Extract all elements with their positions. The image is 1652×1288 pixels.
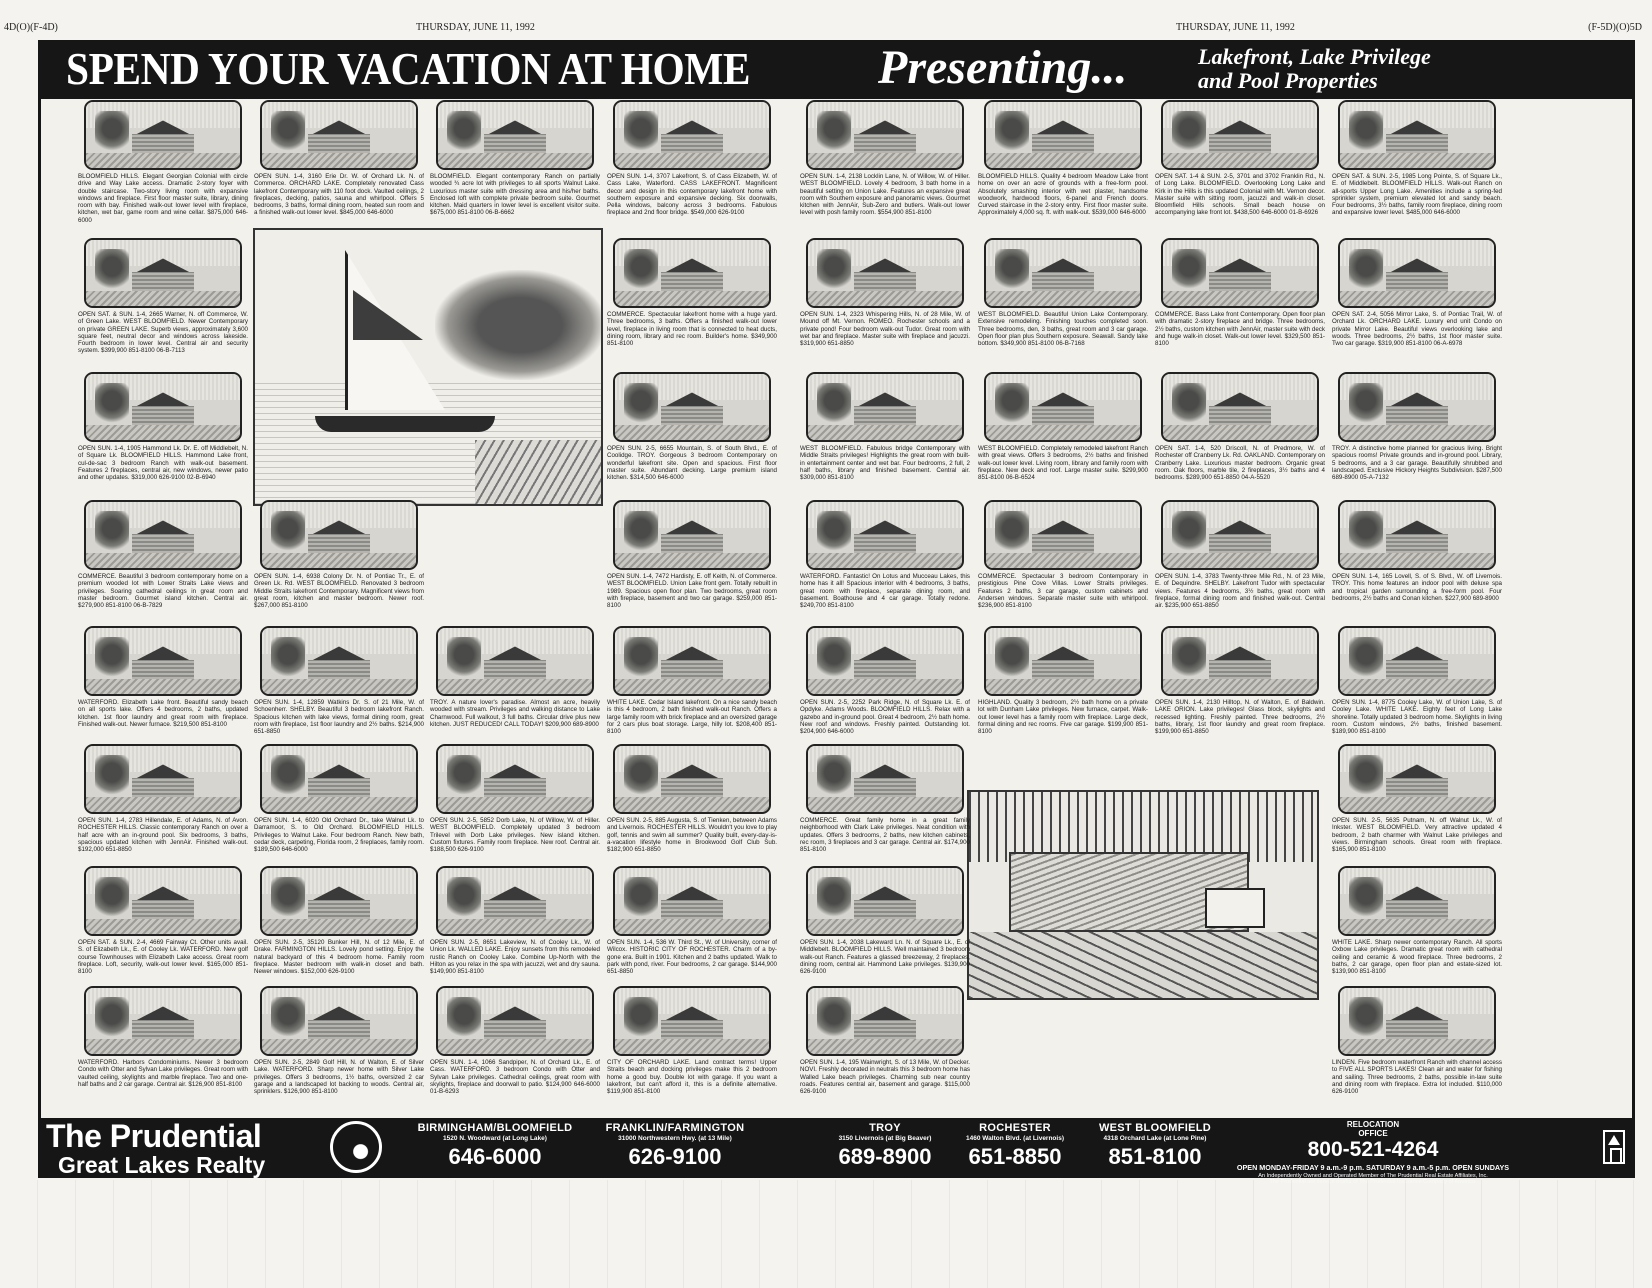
listing-card — [1332, 372, 1502, 481]
listing-card — [607, 626, 777, 735]
relocation-label: RELOCATION — [1346, 1120, 1400, 1129]
listing-text: BLOOMFIELD HILLS. Quality 4 bedroom Meadow Lake front home on over an acre of grounds with a free-form pool. Absolutely smashing interior with wet plaster, handsome woodwork, hardwood floors, 6-panel and French doors. Curved staircase in the 2-story entry. First floor master suite. Approximately 4,000 sq. ft. with walk-out. $539,000 646-6000 — [978, 173, 1148, 217]
listing-text: OPEN SUN. 1-4, 1066 Sandpiper, N. of Orchard Lk., E. of Cass. WATERFORD. 3 bedroom Condo with Otter and Sylvan Lake privileges. Cathedral ceilings, great room with skylights, fireplace and doorwall to patio. $124,900 646-6000 01-B-6293 — [430, 1059, 600, 1096]
house-photo — [260, 100, 418, 170]
listing-card — [254, 744, 424, 853]
listing-card — [1332, 866, 1502, 975]
house-photo — [806, 100, 964, 170]
listing-card — [1332, 744, 1502, 853]
listing-card — [800, 100, 970, 217]
listing-card — [254, 100, 424, 217]
house-photo — [260, 500, 418, 570]
house-photo — [806, 500, 964, 570]
office-franklin — [590, 1122, 760, 1170]
listing-text: OPEN SUN. 2-5, 5852 Dorb Lake, N. of Willow, W. of Hiller. WEST BLOOMFIELD. Completely updated 3 bedroom Trilevel with Dorb Lake privileges. New island kitchen. Custom fixtures. Family room fireplace. New roof. Central air. $188,500 626-9100 — [430, 817, 600, 854]
listing-card — [607, 986, 777, 1095]
house-photo — [84, 238, 242, 308]
listing-card — [978, 372, 1148, 481]
office-phone: 626-9100 — [628, 1144, 722, 1169]
listing-text: OPEN SUN. 1-4, 2783 Hillendale, E. of Adams, N. of Avon. ROCHESTER HILLS. Classic contemporary Ranch on over a half acre with an in-ground pool. Six bedrooms, 3 baths, spacious updated kitchen with JennAir. Finished walk-out. $192,000 651-8850 — [78, 817, 248, 854]
listing-text: BLOOMFIELD HILLS. Elegant Georgian Colonial with circle drive and Way Lake access. Dramatic 2-story foyer with double staircase. Two-story living room with expansive windows and fireplace. First floor master suite, library, dining room with bay. Finished walk-out lower level with fireplace, kitchen, wet bar, game room and wine cellar. $875,000 646-6000 — [78, 173, 248, 224]
listing-text: OPEN SUN. 1-4, 6020 Old Orchard Dr., take Walnut Lk. to Darramoor, S. to Old Orchard. BLOOMFIELD HILLS. Privileges to Walnut Lake. Four bedroom Ranch. New bath, cedar deck, carpeting, Florida room, 2 fireplaces, family room. $189,500 646-6000 — [254, 817, 424, 854]
listing-text: OPEN SUN. 1-4, 2138 Locklin Lane, N. of Willow, W. of Hiller. WEST BLOOMFIELD. Lovely 4 bedroom, 3 bath home in a beautiful setting on Union Lake. Features an expansive great room with Southern exposure and panoramic views. Gourmet kitchen with JennAir, Sub-Zero and butlers. Walk-out lower level with posh family room. $554,900 851-8100 — [800, 173, 970, 217]
house-photo — [1338, 500, 1496, 570]
listing-card — [1155, 372, 1325, 481]
house-photo — [1338, 744, 1496, 814]
listing-text: OPEN SUN. 1-4, 536 W. Third St., W. of University, corner of Wilcox. HISTORIC CITY OF ROCHESTER. Charm of a by-gone era. Built in 1901. Kitchen and 2 baths updated. Walk to park with pond, river. Four bedrooms, 2 car garage. $144,900 651-8850 — [607, 939, 777, 976]
office-address: 1460 Walton Blvd. (at Livernois) — [965, 1135, 1064, 1142]
listing-text: WEST BLOOMFIELD. Completely remodeled lakefront Ranch with great views. Offers 3 bedrooms, 2½ baths and finished walk-out lower level. Living room, library and family room with fireplace. New deck and roof. Large master suite. $299,900 851-8100 06-B-6524 — [978, 445, 1148, 482]
listing-text: OPEN SAT. 1-4 & SUN. 2-5, 3701 and 3702 Franklin Rd., N. of Long Lake. BLOOMFIELD. Overlooking Long Lake and Kirk in the Hills is this updated Colonial with Mt. Vernon decor. Master suite with sitting room, jacuzzi and walk-in closet. Bloomfield Hills schools. Small beach house on accompanying lake front lot. $438,500 646-6000 01-B-6926 — [1155, 173, 1325, 217]
listing-text: TROY. A distinctive home planned for gracious living. Bright spacious rooms! Private grounds and in-ground pool. Library, 5 bedrooms, and a 3 car garage. Beautifully shrubbed and landscaped. Exclusive Hickory Heights Subdivision. $287,500 689-8900 05-A-7132 — [1332, 445, 1502, 482]
house-photo — [1161, 500, 1319, 570]
house-photo — [984, 500, 1142, 570]
listing-card — [430, 626, 600, 728]
listing-text: COMMERCE. Bass Lake front Contemporary. Open floor plan with dramatic 2-story fireplace and bridge. Three bedrooms, 2½ baths, custom kitchen with JennAir, master suite with deck and huge walk-in closet. Walk-out lower level. $329,500 851-8100 — [1155, 311, 1325, 348]
listing-card — [978, 626, 1148, 735]
listing-card — [1155, 626, 1325, 735]
listing-text: OPEN SUN. 1-4, 1905 Hammond Lk. Dr. E. off Middlebelt, N. of Square Lk. BLOOMFIELD HILLS. Hammond Lake front, cul-de-sac 3 bedroom Ranch with walk-out basement. Features 2 fireplaces, central air, new windows, newer patio and other updates. $319,000 626-9100 02-B-6940 — [78, 445, 248, 482]
house-photo — [613, 866, 771, 936]
listing-text: OPEN SUN. 1-4, 3160 Erie Dr. W. of Orchard Lk. N. of Commerce. ORCHARD LAKE. Completely renovated Cass lakefront Contemporary with 110 foot dock. Vaulted ceilings, 2 fireplaces, decking, patios, sauna and whirlpool. Offers 5 bedrooms, 3 baths, formal dining room, heated sun room and a finished walk-out lower level. $845,000 646-6000 — [254, 173, 424, 217]
brand-subname: Great Lakes Realty — [58, 1152, 266, 1178]
office-name: WEST BLOOMFIELD — [1098, 1122, 1212, 1134]
presenting-title: Presenting... — [878, 41, 1128, 94]
listing-text: CITY OF ORCHARD LAKE. Land contract terms! Upper Straits beach and docking privileges make this 2 bedroom home a good buy. Double lot with garage. If you want a lakefront, but can't afford it, this is a definite alternative. $119,900 851-8100 — [607, 1059, 777, 1096]
house-photo — [984, 626, 1142, 696]
house-photo — [84, 626, 242, 696]
listing-card — [607, 744, 777, 853]
listing-text: OPEN SAT. & SUN. 2-5, 1985 Long Pointe, S. of Square Lk., E. of Middlebelt. BLOOMFIELD HILLS. Walk-out Ranch on all-sports Upper Long Lake. Amenities include a spring-fed sprinkler system, premium elevated lot and sandy beach. Four bedrooms, 3½ baths, family room fireplace, dining room and expansive lower level. $485,000 646-6000 — [1332, 173, 1502, 217]
listing-text: OPEN SUN. 1-4, 2130 Hilltop, N. of Walton, E. of Baldwin. LAKE ORION. Lake privileges! Glass block, skylights and recessed lighting. Freshly painted. Three bedrooms, 2½ baths, library, 1st floor laundry and great room fireplace. $199,900 651-8850 — [1155, 699, 1325, 736]
relocation-label-office: OFFICE — [1358, 1129, 1388, 1138]
listing-card — [78, 238, 248, 355]
office-name: FRANKLIN/FARMINGTON — [605, 1122, 745, 1134]
listing-card — [607, 866, 777, 975]
listing-card — [800, 500, 970, 609]
listing-text: OPEN SUN. 2-5, 35120 Bunker Hill, N. of 12 Mile, E. of Drake. FARMINGTON HILLS. Lovely pond setting. Enjoy the natural backyard of this 4 bedroom home. Family room fireplace. Master bedroom with walk-in closet and bath. Newer windows. $152,000 626-9100 — [254, 939, 424, 976]
listing-card — [78, 986, 248, 1088]
office-hours: OPEN MONDAY-FRIDAY 9 a.m.-9 p.m. SATURDAY 9 a.m.-5 p.m. OPEN SUNDAYS — [1236, 1163, 1510, 1172]
listing-card — [978, 500, 1148, 609]
house-photo — [1338, 372, 1496, 442]
pool-deck-photo — [967, 790, 1319, 1000]
office-name: ROCHESTER — [979, 1122, 1051, 1134]
house-photo — [84, 986, 242, 1056]
listing-text: COMMERCE. Spectacular lakefront home with a huge yard. Three bedrooms, 3 baths. Offers a finished walk-out lower level, fireplace in living room that is connected to heat ducts, dining room, library and rec room. Builder's home. $349,900 851-8100 — [607, 311, 777, 348]
listing-card — [800, 986, 970, 1095]
house-photo — [1338, 986, 1496, 1056]
listing-card — [78, 866, 248, 975]
listing-text: OPEN SUN. 1-4, 6938 Colony Dr. N. of Pontiac Tr., E. of Green Lk. Rd. WEST BLOOMFIELD. Renovated 3 bedroom Middle Straits lakefront Contemporary. Magnificent views from great room, kitchen and master bedroom. Newer roof. $267,000 851-8100 — [254, 573, 424, 610]
house-photo — [84, 866, 242, 936]
listing-text: LINDEN. Five bedroom waterfront Ranch with channel access to FIVE ALL SPORTS LAKES! Clean air and water for fishing and sailing. Three bedrooms, 2 baths, possible in-law suite and dining room with fireplace. Extra lot included. $110,000 626-9100 — [1332, 1059, 1502, 1096]
house-photo — [806, 238, 964, 308]
house-photo — [1161, 372, 1319, 442]
office-phone: 651-8850 — [968, 1144, 1062, 1169]
office-phone: 851-8100 — [1108, 1144, 1202, 1169]
footer-bar — [38, 1118, 1635, 1178]
page-folio-left: 4D(O)(F-4D) — [4, 22, 58, 33]
listing-card — [800, 372, 970, 481]
page-folio-right: (F-5D)(O)5D — [1588, 22, 1642, 33]
house-photo — [1338, 238, 1496, 308]
listing-text: OPEN SUN. 1-4, 165 Lovell, S. of S. Blvd., W. off Livernois. TROY. This home features an indoor pool with deluxe spa and tropical garden surrounding a free-form pool. Four bedrooms, 2½ baths and Conan kitchen. $227,900 689-8900 — [1332, 573, 1502, 602]
listing-card — [430, 866, 600, 975]
listing-text: OPEN SUN. 1-4, 2038 Lakeward Ln. N. of Square Lk., E. of Middlebelt. BLOOMFIELD HILLS. Well maintained 3 bedroom walk-out Ranch. Features a glassed breezeway, 2 fireplaces, dining room, central air. Hammond Lake privileges. $139,900 626-9100 — [800, 939, 970, 976]
brand-name: The Prudential — [46, 1118, 262, 1154]
house-photo — [436, 626, 594, 696]
headline-banner — [38, 40, 1635, 96]
listing-card — [607, 500, 777, 609]
date-right: THURSDAY, JUNE 11, 1992 — [1176, 22, 1295, 33]
house-photo — [613, 372, 771, 442]
listing-text: OPEN SUN. 1-4, 2323 Whispering Hills, N. of 28 Mile, W. of Mound off Mt. Vernon. ROMEO. Rochester schools and a private pond! Four bedroom walk-out Tudor. Great room with wet bar and fireplace. Master suite with fireplace and jacuzzi. $319,900 651-8850 — [800, 311, 970, 348]
office-birmingham — [410, 1122, 580, 1170]
house-photo — [806, 372, 964, 442]
listing-text: OPEN SAT. & SUN. 1-4, 2665 Warner, N. off Commerce, W. of Green Lake. WEST BLOOMFIELD. Newer Contemporary on private GREEN LAKE. Superb views, approximately 3,600 square feet, neutral decor and windows across lakeside. Fourth bedroom in lower level. Central air and security system. $399,900 851-8100 06-B-7113 — [78, 311, 248, 355]
house-photo — [984, 238, 1142, 308]
equal-housing-icon — [1603, 1130, 1625, 1164]
house-photo — [1161, 100, 1319, 170]
house-photo — [613, 744, 771, 814]
house-photo — [436, 866, 594, 936]
listing-text: OPEN SUN. 2-5, 885 Augusta, S. of Tienken, between Adams and Livernois. ROCHESTER HILLS. Wouldn't you love to play golf, tennis and swim all summer? Quality built, every-day-is-a-vacation lifestyle home in Brookwood Golf Club Sub. $182,900 651-8850 — [607, 817, 777, 854]
listing-card — [1332, 238, 1502, 347]
listing-text: OPEN SUN. 1-4, 8775 Cooley Lake, W. of Union Lake, S. of Cooley Lake. WHITE LAKE. Eighty feet of Long Lake shoreline. Totally updated 3 bedroom home. Skylights in living room. Custom windows, 2½ baths, finished basement. $189,900 851-8100 — [1332, 699, 1502, 736]
listing-card — [1332, 500, 1502, 602]
listing-card — [1155, 238, 1325, 347]
house-photo — [1161, 238, 1319, 308]
listing-card — [800, 238, 970, 347]
listing-card — [430, 744, 600, 853]
listing-text: COMMERCE. Beautiful 3 bedroom contemporary home on a premium wooded lot with Lower Straits Lake views and privileges. Soaring cathedral ceilings in great room and master bedroom. Gourmet island kitchen. Central air. $279,900 851-8100 06-B-7829 — [78, 573, 248, 610]
house-photo — [806, 744, 964, 814]
listing-text: COMMERCE. Spectacular 3 bedroom Contemporary in prestigious Pine Cove Villas. Lower Straits privileges. Features 2 baths, 3 car garage, custom cabinets and Andersen windows. Separate master suite with whirlpool. $236,900 851-8100 — [978, 573, 1148, 610]
relocation-office — [1218, 1120, 1528, 1185]
listing-card — [800, 626, 970, 735]
listing-text: OPEN SUN. 2-5, 8651 Lakeview, N. of Cooley Lk., W. of Union Lk. WALLED LAKE. Enjoy sunsets from this remodeled rustic Ranch on Cooley Lake. Combine Up-North with the Hilton as you relax in the spa with jacuzzi, wet and dry sauna. $149,900 851-8100 — [430, 939, 600, 976]
listing-text: WHITE LAKE. Cedar Island lakefront. On a nice sandy beach is this 4 bedroom, 2 bath finished walk-out Ranch. Offers a large family room with brick fireplace and an oversized garage for 2 cars plus boat storage. Large, hilly lot. $208,400 851-8100 — [607, 699, 777, 736]
listing-card — [78, 100, 248, 224]
listing-text: OPEN SUN. 2-5, 5635 Putnam, N. off Walnut Lk., W. of Inkster. WEST BLOOMFIELD. Very attractive updated 4 bedroom, 2 bath charmer with Walnut Lake privileges and views. Birmingham schools. Great room with fireplace. $165,900 851-8100 — [1332, 817, 1502, 854]
headline: SPEND YOUR VACATION AT HOME — [66, 43, 751, 94]
listing-card — [607, 100, 777, 217]
listing-text: WEST BLOOMFIELD. Beautiful Union Lake Contemporary. Extensive remodeling. Finishing touches completed soon. Three bedrooms, den, 3 baths, great room and 3 car garage. Open floor plan plus Southern exposure. Seawall. Sandy lake bottom. $349,900 851-8100 06-B-7168 — [978, 311, 1148, 348]
listing-card — [1155, 500, 1325, 609]
house-photo — [84, 372, 242, 442]
office-phone: 646-6000 — [448, 1144, 542, 1169]
listing-text: HIGHLAND. Quality 3 bedroom, 2½ bath home on a private lot with Dunham Lake privileges. New furnace, carpet. Walk-out lower level has a family room with fireplace. Large deck, formal dining and rec rooms. Five car garage. $199,900 851-8100 — [978, 699, 1148, 736]
house-photo — [260, 986, 418, 1056]
office-address: 3150 Livernois (at Big Beaver) — [838, 1135, 932, 1142]
listing-text: OPEN SAT. & SUN. 2-4, 4669 Fairway Ct. Other units avail. S. of Elizabeth Lk., E. of Cooley Lk. WATERFORD. New golf course Townhouses with Elizabeth Lake access. Great room fireplace. Loft, security, walk-out lower level. $165,000 851-8100 — [78, 939, 248, 976]
listing-card — [800, 744, 970, 853]
sailboat-illustration — [253, 228, 603, 506]
subtitle-line-2: and Pool Properties — [1198, 68, 1378, 93]
house-photo — [806, 866, 964, 936]
listing-card — [254, 500, 424, 609]
office-address: 4318 Orchard Lake (at Lone Pine) — [1103, 1135, 1207, 1142]
rock-logo — [330, 1121, 382, 1173]
listing-text: OPEN SUN. 1-4, 195 Wainwright, S. of 13 Mile, W. of Decker. NOVI. Freshly decorated in neutrals this 3 bedroom home has Walled Lake beach privileges. Charming sub near country roads. Features central air, basement and garage. $115,000 626-9100 — [800, 1059, 970, 1096]
office-address: 1520 N. Woodward (at Long Lake) — [443, 1135, 547, 1142]
listing-card — [1332, 626, 1502, 735]
house-photo — [613, 100, 771, 170]
house-photo — [1338, 866, 1496, 936]
listing-card — [78, 744, 248, 853]
house-photo — [613, 986, 771, 1056]
office-name: BIRMINGHAM/BLOOMFIELD — [417, 1122, 573, 1134]
office-west-bloomfield — [1070, 1122, 1240, 1170]
subtitle-line-1: Lakefront, Lake Privilege — [1198, 44, 1431, 69]
house-photo — [613, 626, 771, 696]
house-photo — [84, 100, 242, 170]
listing-card — [1332, 100, 1502, 217]
house-photo — [260, 744, 418, 814]
listing-card — [978, 100, 1148, 217]
house-photo — [806, 986, 964, 1056]
listing-text: WATERFORD. Elizabeth Lake front. Beautiful sandy beach on all sports lake. Offers 4 bedrooms, 2 baths, updated kitchen. 1st floor laundry and great room with fireplace. Finished walk-out. Newer furnace. $219,500 851-8100 — [78, 699, 248, 728]
listing-text: OPEN SUN. 1-4, 3783 Twenty-three Mile Rd., N. of 23 Mile, E. of Dequindre. SHELBY. Lakefront Tudor with spectacular views. Features 4 bedrooms, 3½ baths, great room with fireplace, formal dining room and finished walk-out. Central air. $235,900 651-8850 — [1155, 573, 1325, 610]
house-photo — [436, 744, 594, 814]
listing-card — [430, 100, 600, 217]
house-photo — [1338, 100, 1496, 170]
office-address: 31000 Northwestern Hwy. (at 13 Mile) — [618, 1135, 732, 1142]
house-photo — [1161, 626, 1319, 696]
listing-card — [78, 500, 248, 609]
listing-text: OPEN SUN. 2-5, 2252 Park Ridge, N. of Square Lk. E. of Opdyke. Adams Woods. BLOOMFIELD HILLS. Relax with a gazebo and in-ground pool. Great 4 bedroom, 2½ bath home. New roof and windows. Freshly painted. Outstanding lot. $204,900 646-6000 — [800, 699, 970, 736]
listing-text: OPEN SUN. 1-4, 3707 Lakefront, S. of Cass Elizabeth, W. of Cass Lake, Waterford. CASS LAKEFRONT. Magnificent decor and design in this contemporary lakefront home with southern exposure and expansive decking. Six doorwalls, Pella windows, balcony across 3 bedrooms. Fabulous fireplace and 2nd floor bridge. $549,000 626-9100 — [607, 173, 777, 217]
listing-card — [1332, 986, 1502, 1095]
listing-card — [978, 238, 1148, 347]
listing-text: OPEN SUN. 1-4, 12859 Watkins Dr. S. of 21 Mile, W. of Schoenherr. SHELBY. Beautiful 3 bedroom lakefront Ranch. Spacious kitchen with lake views, formal dining room, great room with fireplace, 1st floor laundry and 2½ baths. $214,900 651-8850 — [254, 699, 424, 736]
house-photo — [1338, 626, 1496, 696]
house-photo — [260, 866, 418, 936]
listing-text: WATERFORD. Harbors Condominiums. Newer 3 bedroom Condo with Otter and Sylvan Lake privileges. Great room with vaulted ceiling, skylights and marble fireplace. Two and one-half baths and 2 car garage. Central air. $126,900 851-8100 — [78, 1059, 248, 1088]
house-photo — [806, 626, 964, 696]
listing-card — [254, 866, 424, 975]
listing-card — [607, 238, 777, 347]
listing-text: TROY. A nature lover's paradise. Almost an acre, heavily wooded with stream. Privileges and walking distance to Lake Charnwood. Full walkout, 3 full baths. Circular drive plus new kitchen. JUST REDUCED! CALL TODAY! $209,900 689-8900 — [430, 699, 600, 728]
office-phone: 689-8900 — [838, 1144, 932, 1169]
house-photo — [84, 500, 242, 570]
listing-text: OPEN SUN. 1-4, 7472 Hardisty, E. off Keith, N. of Commerce. WEST BLOOMFIELD. Union Lake front gem. Totally rebuilt in 1989. Spacious open floor plan. Two bedrooms, great room with fireplace, basement and two car garage. $259,000 851-8100 — [607, 573, 777, 610]
listing-text: WHITE LAKE. Sharp newer contemporary Ranch. All sports Oxbow Lake privileges. Dramatic great room with cathedral ceiling and ceramic & wood fireplace. Three bedrooms, 2 baths, 2 car garage, open floor plan and estate-sized lot. $139,900 851-8100 — [1332, 939, 1502, 976]
office-name: TROY — [869, 1122, 901, 1134]
house-photo — [84, 744, 242, 814]
listing-text: BLOOMFIELD. Elegant contemporary Ranch on partially wooded ¾ acre lot with privileges to all sports Walnut Lake. Luxurious master suite with dressing area and his/her baths. Enclosed loft with complete private bedroom suite. Gourmet kitchen. Maid quarters in lower level is excellent visitor suite. $675,000 851-8100 06-B-6662 — [430, 173, 600, 217]
date-left: THURSDAY, JUNE 11, 1992 — [416, 22, 535, 33]
listing-card — [78, 372, 248, 481]
house-photo — [613, 238, 771, 308]
listing-text: OPEN SAT. 1-4, 520 Driscoll, N. of Predmore, W. of Rochester off Cranberry Lk. Rd. OAKLAND. Contemporary on Cranberry Lake. Luxurious master bedroom. Organic great room. Oak floors, marble tile, 2 fireplaces, 3½ baths and 4 bedrooms. $289,900 651-8850 04-A-5520 — [1155, 445, 1325, 482]
listing-card — [254, 626, 424, 735]
relocation-phone: 800-521-4264 — [1307, 1138, 1439, 1161]
listing-text: OPEN SAT. 2-4, 5056 Mirror Lake, S. of Pontiac Trail, W. of Orchard Lk. ORCHARD LAKE. Luxury end unit Condo on private Mirror Lake. Beautiful views overlooking lake and woods. Three bedrooms, 2½ baths, 1st floor master suite. Two car garage. $319,900 851-8100 06-A-6978 — [1332, 311, 1502, 348]
listing-text: WEST BLOOMFIELD. Fabulous bridge Contemporary with Middle Straits privileges! Highlights the great room with built-in entertainment center and wet bar. Four bedrooms, 2 full, 2 half baths, library and finished basement. Central air. $309,000 851-8100 — [800, 445, 970, 482]
house-photo — [260, 626, 418, 696]
listing-text: OPEN SUN. 2-5, 2849 Golf Hill, N. of Walton, E. of Silver Lake. WATERFORD. Sharp newer home with Silver Lake privileges. Offers 3 bedrooms, 1½ baths, oversized 2 car garage and a landscaped lot backing to woods. Central air, sprinklers. $126,900 851-8100 — [254, 1059, 424, 1096]
listing-text: OPEN SUN. 2-5, 6655 Mountain, S. of South Blvd., E. of Coolidge. TROY. Gorgeous 3 bedroom Contemporary on wonderful lakefront site. Open and spacious. First floor master suite. Abundant decking. Large premium island kitchen. $314,500 646-6000 — [607, 445, 777, 482]
affiliate-notice: An Independently Owned and Operated Member of The Prudential Real Estate Affiliates, Inc. — [1258, 1173, 1488, 1179]
house-photo — [613, 500, 771, 570]
listing-card — [78, 626, 248, 728]
listing-card — [607, 372, 777, 481]
house-photo — [984, 372, 1142, 442]
listing-card — [800, 866, 970, 975]
listing-text: WATERFORD. Fantastic! On Lotus and Mucceau Lakes, this home has it all! Spacious interior with 4 bedrooms, 3 baths, great room with fireplace, separate dining room, and basement. Boathouse and 4 car garage. Totally redone. $249,700 851-8100 — [800, 573, 970, 610]
house-photo — [436, 100, 594, 170]
listing-card — [1155, 100, 1325, 217]
house-photo — [984, 100, 1142, 170]
listing-card — [430, 986, 600, 1095]
listing-text: COMMERCE. Great family home in a great family neighborhood with Clark Lake privileges. Neat condition with updates. Offers 3 bedrooms, 2 baths, new kitchen cabinets, rec room, 3 fireplaces and 3 car garage. Central air. $174,900 851-8100 — [800, 817, 970, 854]
listing-card — [254, 986, 424, 1095]
paper-edge — [0, 1180, 1652, 1288]
house-photo — [436, 986, 594, 1056]
